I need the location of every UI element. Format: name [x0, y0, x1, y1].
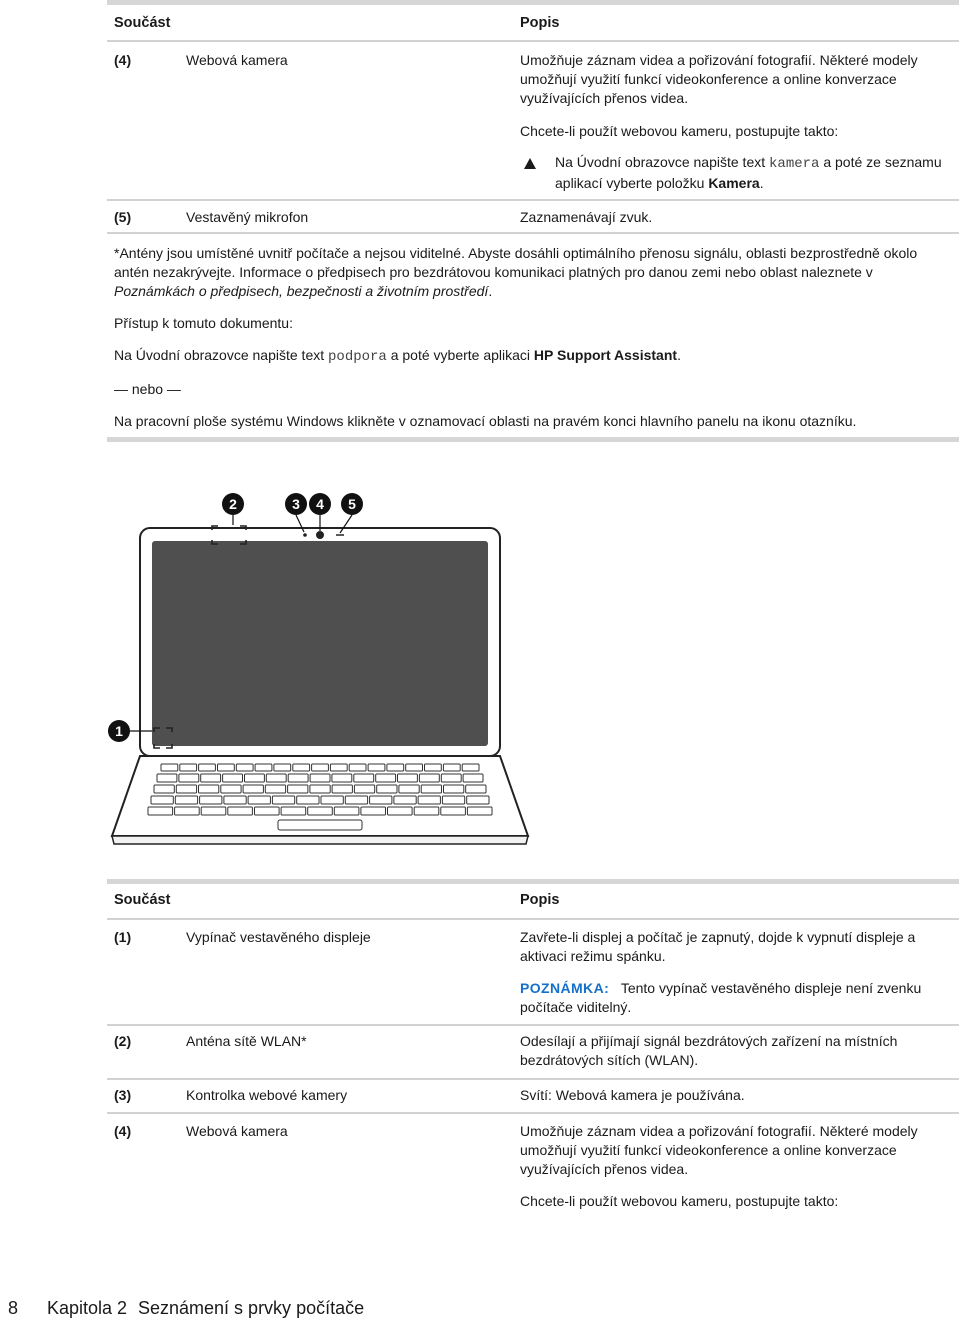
- row-component: Vypínač vestavěného displeje: [186, 929, 371, 945]
- keyboard-key: [224, 796, 246, 804]
- keyboard-key: [310, 785, 330, 793]
- column-header-component: Součást: [114, 15, 171, 31]
- callout-4: [309, 493, 331, 515]
- table-row-rule: [107, 1078, 959, 1080]
- row-component: Anténa sítě WLAN*: [186, 1033, 307, 1049]
- keyboard-key: [248, 796, 270, 804]
- keyboard-key: [176, 785, 196, 793]
- keyboard-key: [175, 796, 197, 804]
- keyboard-key: [321, 796, 343, 804]
- svg-text:2: 2: [229, 496, 237, 512]
- keyboard-key: [419, 774, 439, 782]
- chapter-label: Kapitola 2: [47, 1298, 128, 1318]
- keyboard-key: [425, 764, 442, 771]
- keyboard-key: [462, 764, 479, 771]
- keyboard-key: [179, 774, 199, 782]
- keyboard-key: [467, 796, 489, 804]
- keyboard-key: [330, 764, 347, 771]
- keyboard-key: [199, 785, 219, 793]
- keyboard-key: [200, 796, 222, 804]
- row-description: Umožňuje záznam videa a pořizování fotografií. Některé modely umožňují využití funkcí videokonference a online konverzace využívajících přenos videa.: [520, 52, 918, 106]
- keyboard-key: [443, 764, 460, 771]
- row-instruction: Chcete-li použít webovou kameru, postupujte takto:: [520, 1193, 839, 1209]
- row-component: Webová kamera: [186, 1123, 288, 1139]
- column-header-component: Součást: [114, 892, 171, 908]
- row-component: Vestavěný mikrofon: [186, 209, 309, 225]
- row-number: (1): [114, 929, 132, 945]
- chapter-title: Seznámení s prvky počítače: [138, 1298, 365, 1318]
- keyboard-key: [368, 764, 385, 771]
- keyboard-key: [418, 796, 440, 804]
- bullet-instruction: Na Úvodní obrazovce napište text kamera a poté ze seznamu aplikací vyberte položku Kamera.: [555, 154, 942, 191]
- webcam-light-icon: [303, 533, 307, 537]
- row-component: Webová kamera: [186, 52, 288, 68]
- keyboard-key: [201, 807, 226, 815]
- row-number: (3): [114, 1087, 132, 1103]
- keyboard-key: [442, 796, 464, 804]
- keyboard-key: [281, 807, 306, 815]
- keyboard-key: [441, 807, 466, 815]
- row-number: (4): [114, 1123, 132, 1139]
- keyboard-key: [221, 785, 241, 793]
- keyboard-key: [387, 764, 404, 771]
- keyboard-key: [154, 785, 174, 793]
- keyboard-key: [394, 796, 416, 804]
- page-number: 8: [8, 1298, 19, 1318]
- keyboard-key: [245, 774, 265, 782]
- keyboard-key: [157, 774, 177, 782]
- keyboard-key: [332, 785, 352, 793]
- table-row-rule: [107, 1112, 959, 1114]
- keyboard-key: [308, 807, 333, 815]
- row-component: Kontrolka webové kamery: [186, 1087, 348, 1103]
- table-header-rule: [107, 918, 959, 920]
- table-bottom-rule: [107, 232, 959, 234]
- desktop-instruction: Na pracovní ploše systému Windows klikněte v oznamovací oblasti na pravém konci hlavního panelu na ikonu otazníku.: [114, 413, 857, 429]
- keyboard-key: [293, 764, 310, 771]
- keyboard-key: [388, 807, 413, 815]
- keyboard-key: [201, 774, 221, 782]
- keyboard-key: [272, 796, 294, 804]
- row-description: Umožňuje záznam videa a pořizování fotografií. Některé modely umožňují využití funkcí videokonference a online konverzace využívajících přenos videa.: [520, 1123, 918, 1177]
- callout-5: [341, 493, 363, 515]
- access-label: Přístup k tomuto dokumentu:: [114, 315, 293, 331]
- column-header-description: Popis: [520, 15, 560, 31]
- keyboard-key: [467, 807, 492, 815]
- keyboard-key: [148, 807, 173, 815]
- row-description: Odesílají a přijímají signál bezdrátových zařízení na místních bezdrátových sítích (WLAN).: [520, 1033, 898, 1068]
- keyboard-key: [414, 807, 439, 815]
- keyboard-key: [151, 796, 173, 804]
- row-number: (4): [114, 52, 132, 68]
- table-row-rule: [107, 199, 959, 201]
- note: [520, 979, 950, 1017]
- keyboard-key: [441, 774, 461, 782]
- triangle-bullet-icon: [524, 156, 536, 172]
- keyboard-key: [377, 785, 397, 793]
- row-number: (2): [114, 1033, 132, 1049]
- svg-text:4: 4: [316, 496, 324, 512]
- keyboard-key: [243, 785, 263, 793]
- keyboard-key: [463, 774, 483, 782]
- row-number: (5): [114, 209, 132, 225]
- keyboard-key: [398, 774, 418, 782]
- keyboard-key: [345, 796, 367, 804]
- keyboard-key: [354, 785, 374, 793]
- table-row-rule: [107, 1024, 959, 1026]
- keyboard-key: [297, 796, 319, 804]
- laptop-screen: [152, 541, 488, 746]
- row-description: Svítí: Webová kamera je používána.: [520, 1087, 745, 1103]
- keyboard-key: [228, 807, 253, 815]
- keyboard-key: [288, 785, 308, 793]
- keyboard-key: [370, 796, 392, 804]
- keyboard-key: [266, 774, 286, 782]
- keyboard-key: [376, 774, 396, 782]
- touchpad: [278, 820, 362, 830]
- keyboard-key: [310, 774, 330, 782]
- column-header-description: Popis: [520, 892, 560, 908]
- keyboard-key: [332, 774, 352, 782]
- keyboard-key: [180, 764, 197, 771]
- table-header-rule: [107, 40, 959, 42]
- note-label: POZNÁMKA:: [520, 980, 610, 996]
- keyboard-key: [349, 764, 366, 771]
- keyboard-key: [361, 807, 386, 815]
- row-description: Zavřete-li displej a počítač je zapnutý, dojde k vypnutí displeje a aktivaci režimu spánku.: [520, 929, 916, 964]
- keyboard-key: [444, 785, 464, 793]
- keyboard-key: [265, 785, 285, 793]
- keyboard-key: [161, 764, 178, 771]
- keyboard-key: [255, 764, 272, 771]
- table-top-rule: [107, 0, 959, 5]
- keyboard-key: [334, 807, 359, 815]
- webcam-icon: [316, 531, 324, 539]
- table-top-rule: [107, 879, 959, 884]
- keyboard-key: [218, 764, 235, 771]
- callout-2: [222, 493, 244, 515]
- keyboard-key: [466, 785, 486, 793]
- keyboard-key: [288, 774, 308, 782]
- keyboard-key: [199, 764, 216, 771]
- antenna-note: *Antény jsou umístěné uvnitř počítače a nejsou viditelné. Abyste dosáhli optimálního přenosu signálu, oblasti bezprostředně okolo antén nezakrývejte. Informace o předpisech pro bezdrátovou komunikaci platných pro danou zemi nebo oblast naleznete v Poznámkách o předpisech, bezpečnosti a životním prostředí.: [114, 245, 918, 299]
- note-text: Tento vypínač vestavěného displeje není zvenku počítače viditelný.: [520, 980, 922, 1015]
- section-rule: [107, 437, 959, 442]
- keyboard-key: [223, 774, 243, 782]
- row-instruction: Chcete-li použít webovou kameru, postupujte takto:: [520, 123, 839, 139]
- laptop-illustration: [100, 488, 540, 858]
- or-separator: — nebo —: [114, 381, 181, 397]
- keyboard-key: [255, 807, 280, 815]
- start-screen-instruction: Na Úvodní obrazovce napište text podpora a poté vyberte aplikaci HP Support Assistant.: [114, 347, 681, 365]
- svg-text:5: 5: [348, 496, 356, 512]
- laptop-base-edge: [112, 836, 528, 844]
- row-description: Zaznamenávají zvuk.: [520, 209, 653, 225]
- keyboard-key: [354, 774, 374, 782]
- callout-1: [108, 720, 130, 742]
- keyboard-key: [236, 764, 253, 771]
- keyboard-key: [399, 785, 419, 793]
- keyboard-key: [274, 764, 291, 771]
- keyboard-key: [312, 764, 329, 771]
- svg-text:1: 1: [115, 723, 123, 739]
- callout-3: [285, 493, 307, 515]
- keyboard-key: [421, 785, 441, 793]
- keyboard-key: [406, 764, 423, 771]
- svg-text:3: 3: [292, 496, 300, 512]
- keyboard-key: [175, 807, 200, 815]
